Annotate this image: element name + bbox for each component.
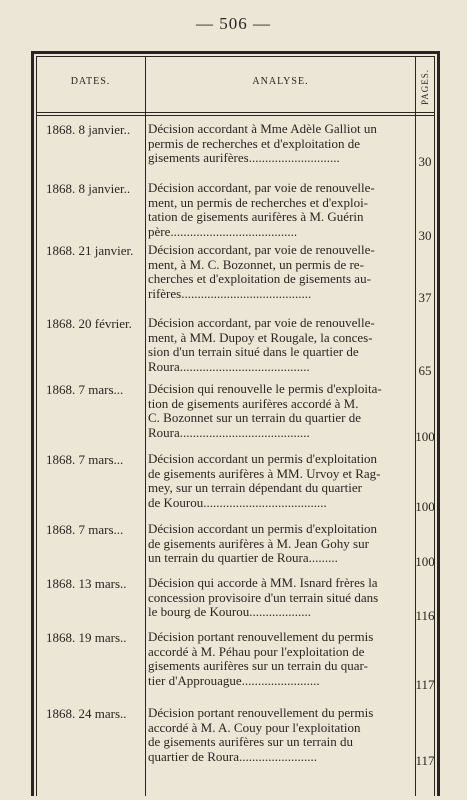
entry-page-number: 117 — [415, 676, 435, 692]
analysis-line: accordé à M. Péhau pour l'exploitation de — [148, 644, 365, 659]
entry-date: 1868. 7 mars... — [46, 452, 124, 467]
analysis-line: sion d'un terrain situé dans le quartier de — [148, 345, 359, 359]
analysis-line: Décision qui renouvelle le permis d'exploita- — [148, 382, 382, 396]
column-divider-dates — [145, 56, 146, 796]
column-header-pages: PAGES. — [420, 69, 430, 105]
analysis-line: ment, à MM. Dupoy et Rougale, la conces- — [148, 330, 373, 345]
analysis-line: Décision accordant, par voie de renouvelle- — [148, 181, 375, 195]
entry-analysis — [148, 630, 406, 688]
analysis-line: Roura........................................ — [148, 425, 310, 440]
entry-date: 1868. 24 mars.. — [46, 706, 127, 721]
analysis-line: tion de gisements aurifères accordé à M. — [148, 396, 359, 411]
analysis-line: ment, à M. C. Bozonnet, un permis de re- — [148, 257, 364, 272]
analysis-line: Décision accordant à Mme Adèle Galliot un — [148, 122, 377, 136]
analysis-line: gisements aurifères............................ — [148, 151, 340, 165]
entry-page-number: 30 — [418, 227, 432, 243]
analysis-line: rifères........................................ — [148, 286, 312, 301]
column-header-analyse: ANALYSE. — [252, 76, 309, 87]
entry-date: 1868. 7 mars... — [46, 522, 124, 537]
entry-page-number: 117 — [415, 752, 435, 768]
analysis-line: de gisements aurifères sur un terrain du — [148, 735, 354, 749]
entry-page-number: 100 — [415, 498, 435, 514]
entry-page-number: 100 — [415, 428, 435, 444]
analysis-line: de Kourou...................................... — [148, 495, 327, 510]
analysis-line: le bourg de Kourou................... — [148, 605, 311, 619]
entry-analysis — [148, 452, 406, 510]
analysis-line: Décision portant renouvellement du permis — [148, 706, 374, 720]
entry-date: 1868. 21 janvier. — [46, 243, 134, 258]
header-rule-double — [36, 115, 435, 116]
entry-analysis — [148, 576, 406, 620]
entry-date: 1868. 7 mars... — [46, 382, 124, 397]
entry-analysis — [148, 316, 406, 374]
analysis-line: Décision portant renouvellement du permis — [148, 630, 374, 644]
entry-analysis — [148, 181, 406, 239]
analysis-line: Roura........................................ — [148, 359, 310, 374]
entry-analysis — [148, 706, 406, 764]
entry-date: 1868. 20 février. — [46, 316, 132, 331]
entry-analysis — [148, 522, 406, 566]
analysis-line: accordé à M. A. Couy pour l'exploitation — [148, 720, 361, 735]
entry-date: 1868. 19 mars.. — [46, 630, 127, 645]
analysis-line: C. Bozonnet sur un terrain du quartier de — [148, 411, 361, 425]
entry-page-number: 30 — [418, 154, 432, 169]
analysis-line: Décision accordant, par voie de renouvelle- — [148, 316, 375, 330]
analysis-line: de gisements aurifères à MM. Urvoy et Rag- — [148, 466, 381, 481]
analysis-line: père....................................... — [148, 224, 298, 239]
header-rule — [36, 112, 435, 113]
entry-analysis — [148, 243, 406, 301]
entry-date: 1868. 8 janvier.. — [46, 181, 131, 196]
entry-page-number: 116 — [415, 608, 435, 623]
entry-page-number: 37 — [418, 289, 432, 305]
entry-analysis — [148, 382, 406, 440]
analysis-line: cherches et d'exploitation de gisements au- — [148, 272, 371, 286]
analysis-line: un terrain du quartier de Roura......... — [148, 551, 338, 565]
analysis-line: Décision accordant un permis d'exploitation — [148, 452, 378, 466]
page-number: — 506 — — [196, 14, 271, 33]
analysis-line: gisements aurifères sur un terrain du quar- — [148, 659, 368, 673]
analysis-line: Décision accordant, par voie de renouvelle- — [148, 243, 375, 257]
column-header-dates: DATES. — [70, 76, 111, 87]
analysis-line: quartier de Roura........................ — [148, 749, 317, 764]
analysis-line: permis de recherches et d'exploitation de — [148, 136, 361, 151]
analysis-line: ment, un permis de recherches et d'exploi- — [148, 195, 369, 210]
analysis-line: Décision qui accorde à MM. Isnard frères la — [148, 576, 378, 590]
entry-page-number: 65 — [418, 362, 432, 378]
analysis-line: mey, sur un terrain dépendant du quartier — [148, 481, 362, 495]
analysis-line: tation de gisements aurifères à M. Guérin — [148, 210, 364, 224]
entry-date: 1868. 8 janvier.. — [46, 122, 131, 137]
entry-analysis — [148, 122, 406, 166]
analysis-line: de gisements aurifères à M. Jean Gohy sur — [148, 536, 369, 551]
entry-page-number: 100 — [415, 554, 435, 569]
analysis-line: Décision accordant un permis d'exploitation — [148, 522, 378, 536]
entry-date: 1868. 13 mars.. — [46, 576, 127, 591]
analysis-line: concession provisoire d'un terrain situé dans — [148, 590, 379, 605]
analysis-line: tier d'Approuague........................ — [148, 673, 320, 688]
